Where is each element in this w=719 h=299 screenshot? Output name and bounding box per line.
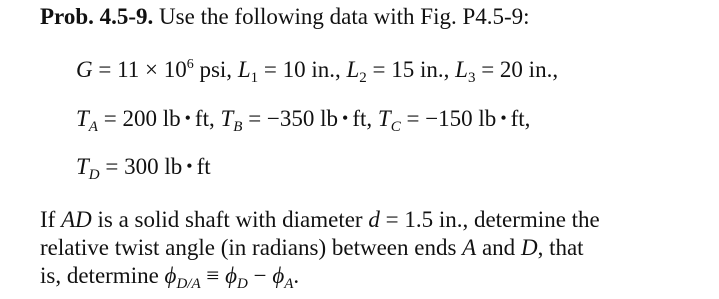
TB-subscript: B <box>233 119 243 135</box>
symbol-d: d <box>368 207 380 232</box>
problem-number: Prob. 4.5-9. <box>40 4 154 29</box>
question-line-2 <box>40 234 584 262</box>
data-line-2 <box>76 104 530 133</box>
data-line-1 <box>76 56 558 84</box>
TC-subscript: C <box>390 119 401 135</box>
symbol-phi: ϕ <box>272 263 285 288</box>
question-text: , that <box>537 235 584 260</box>
symbol-L3: L <box>455 57 468 82</box>
period: . <box>293 263 300 288</box>
dot-separator: • <box>184 108 191 128</box>
data-line-3 <box>76 152 211 181</box>
symbol-TD: T <box>76 154 89 179</box>
phi-subscript-D: D <box>237 276 248 292</box>
TB-unit: ft, <box>352 106 378 131</box>
symbol-A: A <box>462 235 477 260</box>
symbol-TA: T <box>76 106 89 131</box>
question-text: If <box>40 207 62 232</box>
dot-separator: • <box>186 156 193 176</box>
question-text: = 1.5 in., determine the <box>379 207 600 232</box>
TC-value: = −150 lb <box>400 106 497 131</box>
question-text: relative twist angle (in radians) between ends <box>40 235 463 260</box>
problem-intro: Use the following data with Fig. P4.5-9: <box>159 4 530 29</box>
L2-subscript: 2 <box>359 70 367 86</box>
dot-separator: • <box>500 108 507 128</box>
TA-subscript: A <box>88 119 98 135</box>
L3-subscript: 3 <box>467 70 476 86</box>
question-line-3 <box>40 262 299 290</box>
equiv-sign: ≡ <box>200 263 226 288</box>
TD-subscript: D <box>88 167 100 183</box>
symbol-AD: AD <box>61 207 92 232</box>
minus-sign: − <box>247 263 273 288</box>
L3-value: = 20 in., <box>475 57 559 82</box>
symbol-phi: ϕ <box>164 263 177 288</box>
dot-separator: • <box>342 108 349 128</box>
G-unit: psi, <box>193 57 238 82</box>
symbol-L1: L <box>237 57 251 82</box>
phi-subscript-A: A <box>284 276 294 292</box>
symbol-phi: ϕ <box>225 263 238 288</box>
symbol-TC: T <box>377 106 391 131</box>
TD-unit: ft <box>196 154 211 179</box>
TC-unit: ft, <box>510 106 531 131</box>
G-exponent: 6 <box>186 57 194 72</box>
question-text: is a solid shaft with diameter <box>91 207 369 232</box>
question-text: is, determine <box>40 263 165 288</box>
TB-value: = −350 lb <box>242 106 339 131</box>
symbol-L2: L <box>346 57 360 82</box>
L2-value: = 15 in., <box>366 57 456 82</box>
question-text: and <box>476 235 521 260</box>
G-equation: = 11 × 10 <box>92 57 187 82</box>
L1-value: = 10 in., <box>258 57 347 82</box>
phi-subscript-DA: D/A <box>176 276 201 292</box>
question-line-1 <box>40 206 600 234</box>
TA-unit: ft, <box>194 106 221 131</box>
problem-title-line <box>40 3 530 31</box>
symbol-D: D <box>520 235 538 260</box>
TD-value: = 300 lb <box>99 154 183 179</box>
symbol-TB: T <box>220 106 234 131</box>
L1-subscript: 1 <box>250 70 259 86</box>
symbol-G: G <box>76 57 93 82</box>
TA-value: = 200 lb <box>97 106 181 131</box>
